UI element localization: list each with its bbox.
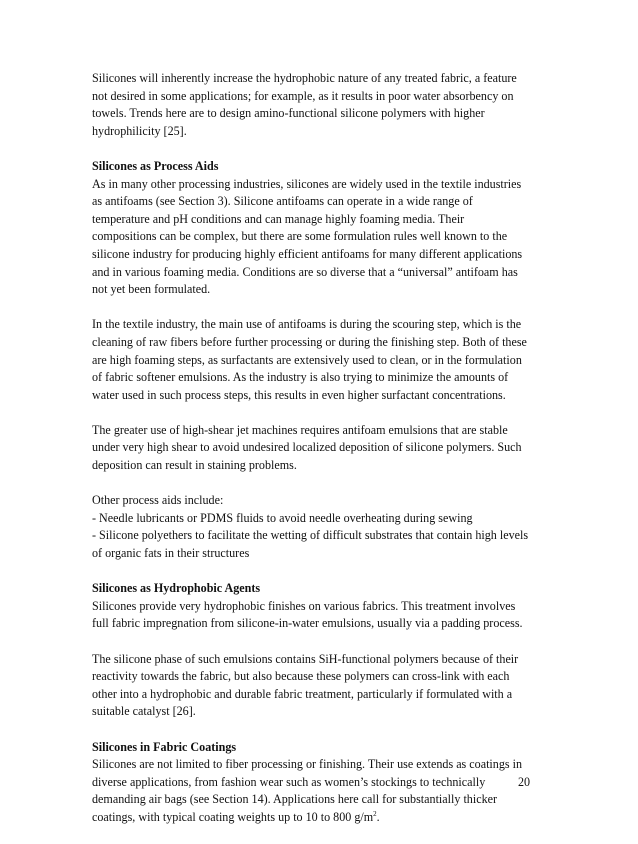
text-line: Silicones will inherently increase the hydrophobic nature of any treated fabric, a feature [92, 71, 517, 85]
text-line: Silicones provide very hydrophobic finishes on various fabrics. This treatment involves [92, 598, 516, 613]
text-line: towels. Trends here are to design amino-functional silicone polymers with higher [92, 106, 485, 121]
section-process-aids [92, 158, 552, 299]
text-line: other into a hydrophobic and durable fabric treatment, particularly if formulated with a [92, 686, 513, 701]
text-line: reactivity towards the fabric, but also because these polymers can cross-link with each [92, 669, 510, 684]
text-line: diverse applications, from fashion wear such as women’s stockings to technically [92, 774, 486, 789]
page-number: 20 [518, 775, 531, 789]
text-fragment: . [376, 809, 380, 824]
list-item: - Silicone polyethers to facilitate the wetting of difficult substrates that contain high levels [92, 528, 529, 543]
superscript: 2 [373, 809, 377, 818]
paragraph-other-process-aids [92, 492, 552, 562]
text-line: under very high shear to avoid undesired localized deposition of silicone polymers. Such [92, 440, 522, 455]
text-line: deposition can result in staining problems. [92, 458, 297, 473]
paragraph-silicone-phase [92, 651, 552, 721]
text-line: The silicone phase of such emulsions contains SiH-functional polymers because of their [92, 651, 519, 666]
text-line: temperature and pH conditions and can manage highly foaming media. Their [92, 211, 465, 226]
text-line: of fabric softener emulsions. As the industry is also trying to minimize the amounts of [92, 370, 509, 385]
paragraph-textile-antifoams [92, 316, 552, 404]
text-line: compositions can be complex, but there are some formulation rules well known to the [92, 229, 508, 244]
text-line: as antifoams (see Section 3). Silicone antifoams can operate in a wide range of [92, 194, 473, 209]
text-line: full fabric impregnation from silicone-in-water emulsions, usually via a padding process. [92, 616, 523, 631]
text-line: The greater use of high-shear jet machines requires antifoam emulsions that are stable [92, 422, 508, 437]
text-line: demanding air bags (see Section 14). Applications here call for substantially thicker [92, 792, 498, 807]
text-line: water used in such process steps, this results in even higher surfactant concentrations. [92, 387, 506, 402]
text-line: are high foaming steps, as surfactants are extensively used to clean, or in the formulation [92, 352, 522, 367]
document-body [92, 70, 552, 844]
text-fragment: coatings, with typical coating weights up to 10 to 800 g/m [92, 809, 374, 824]
text-line: hydrophilicity [25]. [92, 123, 187, 138]
text-line: not desired in some applications; for example, as it results in poor water absorbency on [92, 88, 514, 103]
text-line: and in various foaming media. Conditions are so diverse that a “universal” antifoam has [92, 264, 518, 279]
section-hydrophobic-agents [92, 580, 552, 633]
paragraph-hydrophobic-nature [92, 70, 552, 140]
text-line: of organic fats in their structures [92, 546, 250, 561]
text-line: not yet been formulated. [92, 282, 211, 297]
section-heading: Silicones as Hydrophobic Agents [92, 581, 261, 596]
text-line: cleaning of raw fibers before further processing or during the finishing step. Both of these [92, 334, 527, 349]
list-item: - Needle lubricants or PDMS fluids to avoid needle overheating during sewing [92, 510, 473, 525]
paragraph-jet-machines [92, 422, 552, 475]
text-line: As in many other processing industries, silicones are widely used in the textile industries [92, 176, 522, 191]
text-line: Silicones are not limited to fiber processing or finishing. Their use extends as coatings in [92, 757, 523, 772]
text-line: Other process aids include: [92, 493, 224, 508]
text-line: silicone industry for producing highly efficient antifoams for many different applications [92, 246, 523, 261]
text-line [92, 809, 552, 827]
section-heading: Silicones as Process Aids [92, 158, 219, 173]
text-line: suitable catalyst [26]. [92, 704, 196, 719]
section-fabric-coatings [92, 739, 552, 827]
text-line: In the textile industry, the main use of antifoams is during the scouring step, which is the [92, 317, 522, 332]
section-heading: Silicones in Fabric Coatings [92, 739, 237, 754]
